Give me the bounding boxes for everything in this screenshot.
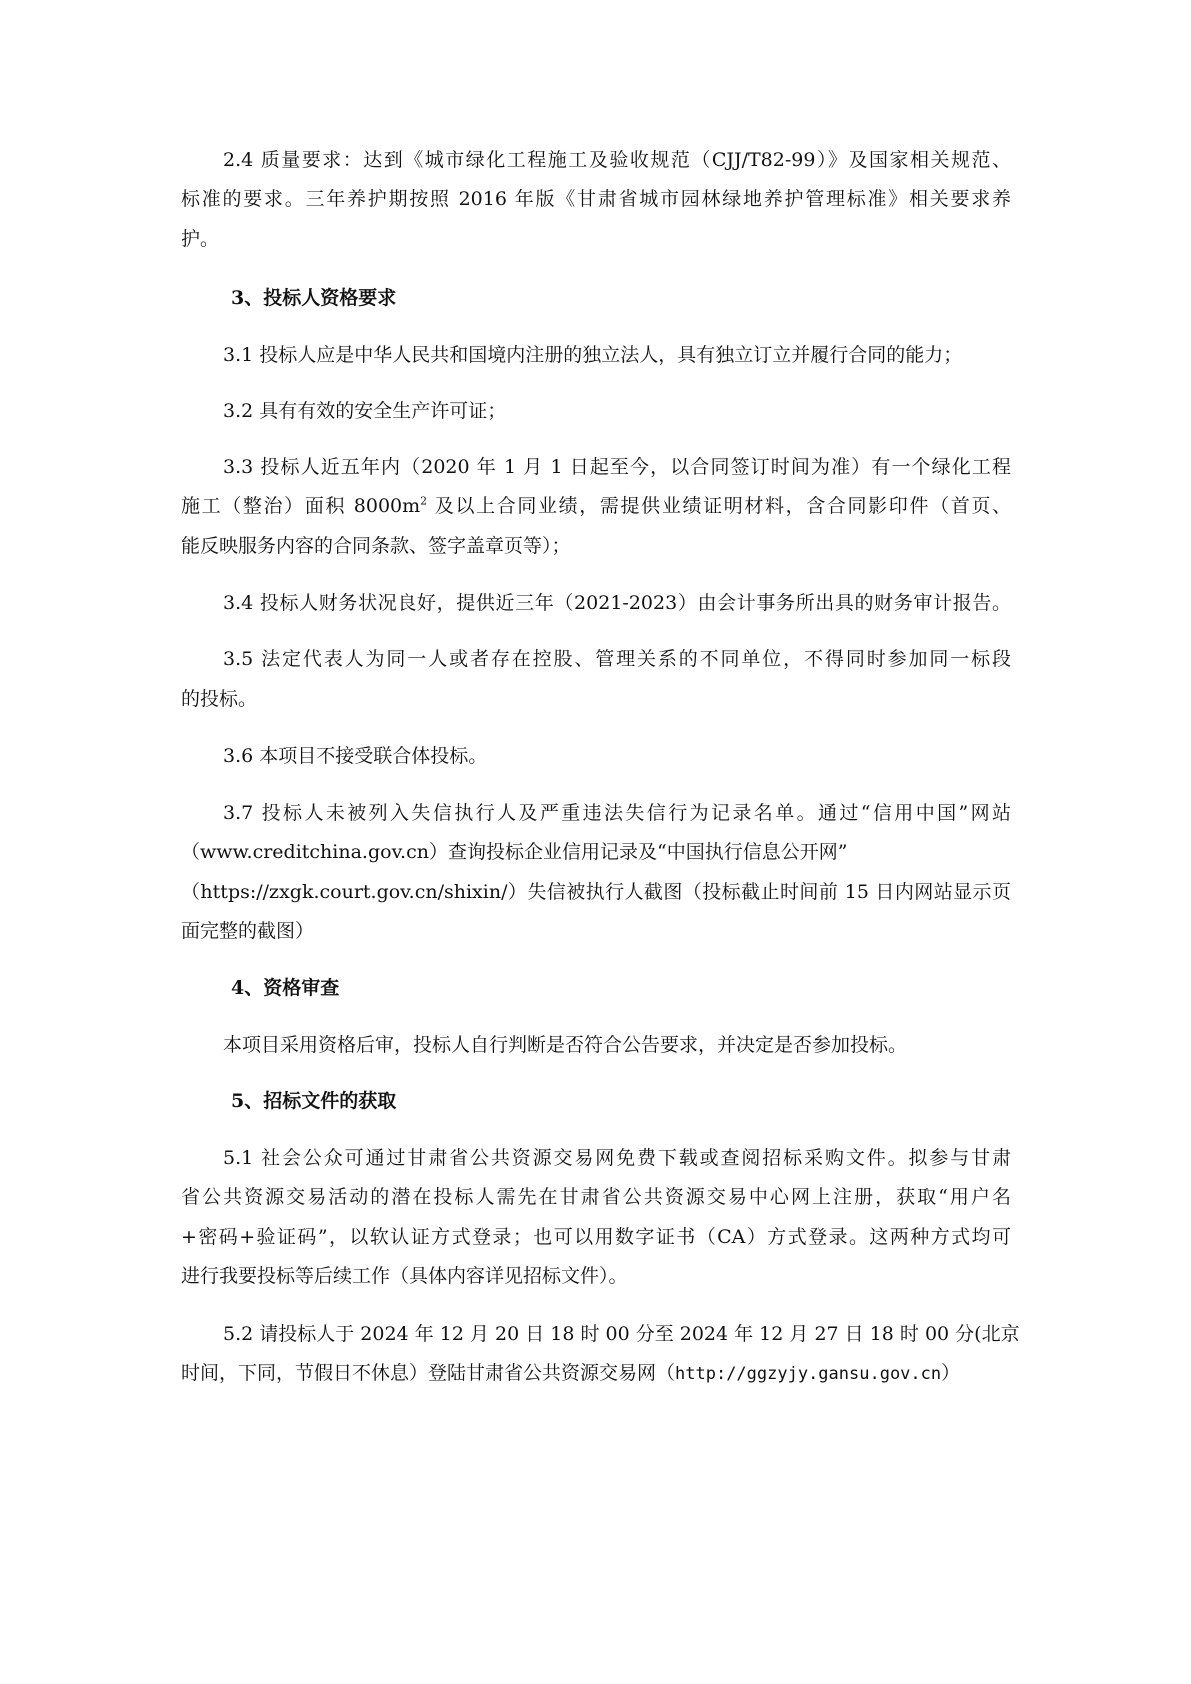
paragraph-3-7-line-3: （https://zxgk.court.gov.cn/shixin/）失信被执行人截图（投标截止时间前 15 日内网站显示页 (181, 881, 1011, 903)
paragraph-3-3-line-2-rest: 及以上合同业绩，需提供业绩证明材料，含合同影印件（首页、 (427, 495, 1011, 517)
heading-bidder-qualifications: 3、投标人资格要求 (231, 287, 397, 309)
paragraph-3-6: 3.6 本项目不接受联合体投标。 (223, 745, 488, 767)
paragraph-3-4: 3.4 投标人财务状况良好，提供近三年（2021-2023）由会计事务所出具的财务审计报告。 (223, 592, 1011, 614)
paragraph-5-2-line-2 (181, 1361, 1011, 1386)
heading-tender-documents: 5、招标文件的获取 (231, 1090, 397, 1112)
paragraph-2-4-line-2: 标准的要求。三年养护期按照 2016 年版《甘肃省城市园林绿地养护管理标准》相关要求养 (181, 188, 1011, 210)
paragraph-5-1-line-4: 进行我要投标等后续工作（具体内容详见招标文件）。 (181, 1265, 628, 1287)
paragraph-5-2-line-1: 5.2 请投标人于 2024 年 12 月 20 日 18 时 00 分至 2024 年 12 月 27 日 18 时 00 分(北京 (223, 1323, 1020, 1345)
paragraph-3-2: 3.2 具有有效的安全生产许可证； (223, 400, 507, 422)
paragraph-3-7-line-1: 3.7 投标人未被列入失信执行人及严重违法失信行为记录名单。通过“信用中国”网站 (223, 802, 1011, 824)
paragraph-5-1-line-3: +密码+验证码”，以软认证方式登录；也可以用数字证书（CA）方式登录。这两种方式均可 (181, 1226, 1011, 1248)
heading-qualification-review: 4、资格审查 (231, 977, 340, 999)
paragraph-5-1-line-2: 省公共资源交易活动的潜在投标人需先在甘肃省公共资源交易中心网上注册，获取“用户名 (181, 1186, 1011, 1208)
closing-paren: ） (941, 1362, 961, 1384)
paragraph-5-2-line-2-text: 时间，下同，节假日不休息）登陆甘肃省公共资源交易网（ (181, 1362, 676, 1384)
paragraph-3-3-line-2 (181, 494, 1011, 518)
paragraph-4: 本项目采用资格后审，投标人自行判断是否符合公告要求，并决定是否参加投标。 (223, 1034, 908, 1056)
paragraph-2-4-line-1: 2.4 质量要求：达到《城市绿化工程施工及验收规范（CJJ/T82-99）》及国家相关规范、 (223, 149, 1011, 171)
paragraph-3-5-line-1: 3.5 法定代表人为同一人或者存在控股、管理关系的不同单位，不得同时参加同一标段 (223, 648, 1011, 670)
paragraph-3-3-line-1: 3.3 投标人近五年内（2020 年 1 月 1 日起至今，以合同签订时间为准）有一个绿化工程 (223, 456, 1011, 478)
trading-site-url: http://ggzyjy.gansu.gov.cn (675, 1364, 942, 1384)
paragraph-3-7-line-4: 面完整的截图） (181, 920, 315, 942)
paragraph-3-5-line-2: 的投标。 (181, 688, 258, 710)
paragraph-5-1-line-1: 5.1 社会公众可通过甘肃省公共资源交易网免费下载或查阅招标采购文件。拟参与甘肃 (223, 1147, 1011, 1169)
paragraph-3-7-line-2: （www.creditchina.gov.cn）查询投标企业信用记录及“中国执行信息公开网” (181, 841, 848, 863)
paragraph-2-4-line-3: 护。 (181, 228, 220, 250)
paragraph-3-1: 3.1 投标人应是中华人民共和国境内注册的独立法人，具有独立订立并履行合同的能力； (223, 344, 963, 366)
paragraph-3-3-line-3: 能反映服务内容的合同条款、签字盖章页等）； (181, 535, 571, 557)
area-value: 施工（整治）面积 8000m (181, 495, 421, 517)
superscript-2: 2 (420, 494, 428, 508)
